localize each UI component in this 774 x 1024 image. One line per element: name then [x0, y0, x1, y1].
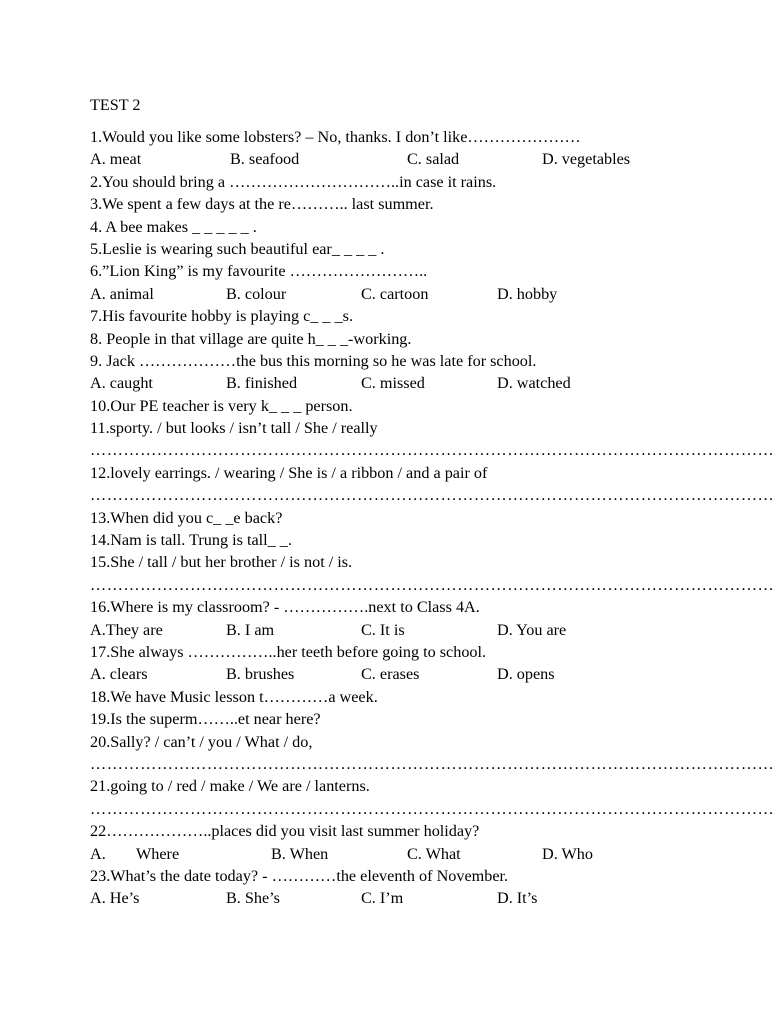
option-c: C. What: [407, 844, 461, 863]
question-17: 17.She always ……………..her teeth before going to school.: [90, 642, 487, 661]
option-a: A. animal: [90, 284, 154, 303]
option-d: D. Who: [542, 844, 593, 863]
option-c: C. I’m: [361, 889, 404, 908]
option-b: B. She’s: [226, 889, 280, 908]
answer-line: ……………………………………………………………………………………………………………: [90, 799, 774, 818]
option-b: B. finished: [226, 374, 298, 393]
question-5: 5.Leslie is wearing such beautiful ear_ _ _ _ .: [90, 239, 385, 258]
option-a: A. meat: [90, 150, 142, 169]
answer-line: ……………………………………………………………………………………………………………: [90, 754, 774, 773]
question-9-options: [90, 372, 680, 394]
question-1-options: [90, 148, 680, 170]
question-9: 9. Jack ………………the bus this morning so he was late for school.: [90, 351, 537, 370]
option-a: A. caught: [90, 374, 153, 393]
question-7: 7.His favourite hobby is playing c_ _ _s.: [90, 307, 354, 326]
option-d: D. vegetables: [542, 150, 631, 169]
question-21: 21.going to / red / make / We are / lanterns.: [90, 777, 370, 796]
answer-line: ……………………………………………………………………………………………………………: [90, 441, 774, 460]
worksheet: [90, 93, 774, 910]
question-23-options: [90, 887, 680, 909]
option-a: A. clears: [90, 665, 148, 684]
question-16-options: [90, 619, 680, 641]
test-title: TEST 2: [90, 96, 141, 114]
question-22: 22………………..places did you visit last summer holiday?: [90, 822, 480, 841]
option-c: C. cartoon: [361, 284, 429, 303]
answer-line: ……………………………………………………………………………………………………………: [90, 486, 774, 505]
question-16: 16.Where is my classroom? - …………….next to Class 4A.: [90, 598, 480, 617]
option-b: B. colour: [226, 284, 287, 303]
option-c: C. erases: [361, 665, 420, 684]
option-d: D. opens: [497, 665, 555, 684]
question-4: 4. A bee makes _ _ _ _ _ .: [90, 217, 257, 236]
question-19: 19.Is the superm……..et near here?: [90, 710, 321, 729]
question-6-options: [90, 283, 680, 305]
question-10: 10.Our PE teacher is very k_ _ _ person.: [90, 396, 353, 415]
question-14: 14.Nam is tall. Trung is tall_ _.: [90, 531, 292, 550]
question-8: 8. People in that village are quite h_ _ _-working.: [90, 329, 412, 348]
question-11: 11.sporty. / but looks / isn’t tall / She / really: [90, 419, 378, 438]
option-d: D. You are: [497, 620, 567, 639]
question-23: 23.What’s the date today? - …………the eleventh of November.: [90, 866, 509, 885]
question-13: 13.When did you c_ _e back?: [90, 508, 283, 527]
option-d: D. It’s: [497, 889, 538, 908]
option-b: B. I am: [226, 620, 275, 639]
option-b: B. brushes: [226, 665, 295, 684]
option-c: C. salad: [407, 150, 460, 169]
option-c: C. missed: [361, 374, 425, 393]
option-a: A.: [90, 844, 106, 863]
question-15: 15.She / tall / but her brother / is not / is.: [90, 553, 353, 572]
question-22-options: [90, 843, 680, 865]
question-1: 1.Would you like some lobsters? – No, thanks. I don’t like…………………: [90, 128, 581, 146]
option-a: A.They are: [90, 620, 163, 639]
question-6: 6.”Lion King” is my favourite ……………………..: [90, 262, 428, 281]
option-d: D. watched: [497, 374, 571, 393]
option-d: D. hobby: [497, 284, 558, 303]
question-17-options: [90, 663, 680, 685]
question-12: 12.lovely earrings. / wearing / She is / a ribbon / and a pair of: [90, 463, 488, 482]
question-2: 2.You should bring a …………………………..in case it rains.: [90, 172, 497, 191]
question-20: 20.Sally? / can’t / you / What / do,: [90, 732, 313, 751]
answer-line: ……………………………………………………………………………………………………………: [90, 575, 774, 594]
question-18: 18.We have Music lesson t…………a week.: [90, 687, 378, 706]
option-a-text: Where: [136, 844, 180, 863]
option-c: C. It is: [361, 620, 405, 639]
option-b: B. When: [271, 844, 329, 863]
option-b: B. seafood: [230, 150, 300, 169]
option-a: A. He’s: [90, 889, 140, 908]
question-3: 3.We spent a few days at the re……….. last summer.: [90, 195, 434, 214]
